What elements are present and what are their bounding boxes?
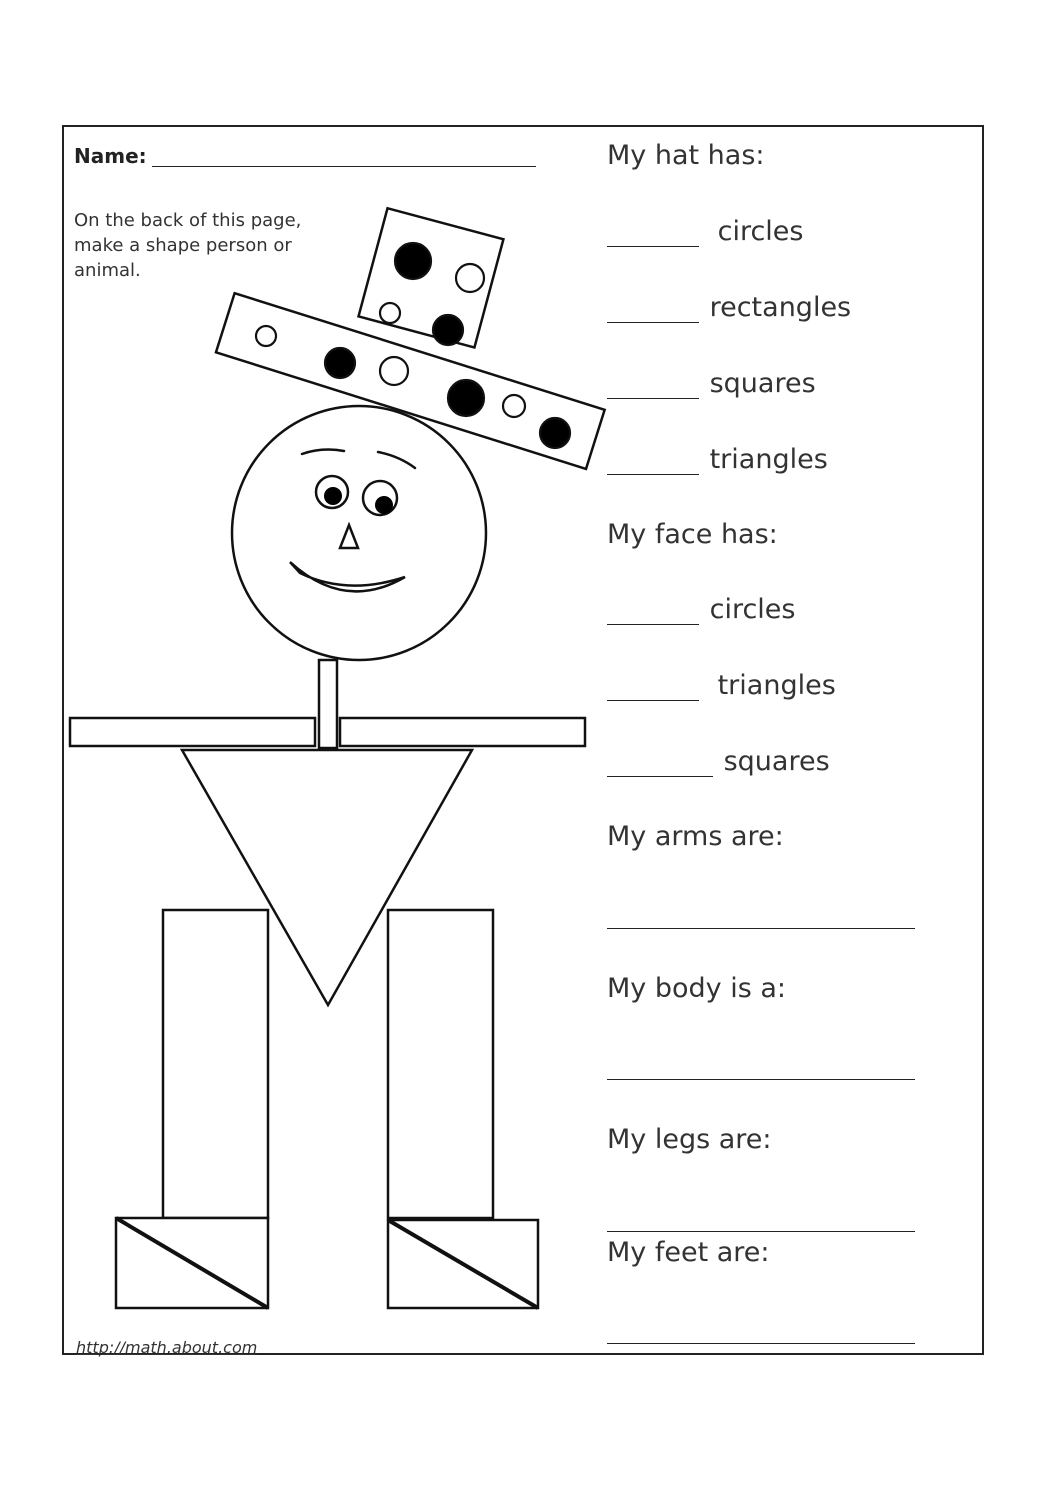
face-squares-label: squares [723, 746, 830, 777]
hat-rectangles-blank[interactable] [607, 294, 699, 323]
brim-dot-open [503, 395, 525, 417]
hat-question: My hat has: [607, 140, 765, 171]
hat-squares-blank[interactable] [607, 370, 699, 399]
face-circles-blank[interactable] [607, 596, 699, 625]
body-answer-line[interactable] [607, 1079, 915, 1080]
instructions-text: On the back of this page, make a shape person or animal. [74, 210, 302, 281]
body-question: My body is a: [607, 973, 787, 1004]
hat-triangles-label: triangles [709, 444, 828, 475]
face-triangles-row [607, 670, 836, 704]
face-triangles-label: triangles [717, 670, 836, 701]
hat-rectangles-label: rectangles [709, 292, 852, 323]
left-arm-rectangle [70, 718, 315, 746]
feet-answer-line[interactable] [607, 1343, 915, 1344]
hat-dot-open [380, 303, 400, 323]
legs-answer-line[interactable] [607, 1231, 915, 1232]
hat-circles-row [607, 216, 803, 250]
right-pupil [375, 496, 393, 514]
hat-circles-label: circles [717, 216, 804, 247]
hat-dot-filled [433, 315, 463, 345]
hat-triangles-row [607, 444, 828, 478]
hat-squares-row [607, 368, 816, 402]
source-url: http://math.about.com [76, 1338, 258, 1357]
face-triangles-blank[interactable] [607, 672, 699, 701]
brim-dot-filled [448, 380, 484, 416]
left-pupil [324, 487, 342, 505]
hat-circles-blank[interactable] [607, 218, 699, 247]
head-circle [232, 406, 486, 660]
hat-dot-open [456, 264, 484, 292]
arms-question: My arms are: [607, 821, 784, 852]
right-arm-rectangle [340, 718, 585, 746]
hat-rectangles-row [607, 292, 851, 326]
face-squares-row [607, 746, 830, 780]
brim-dot-filled [540, 418, 570, 448]
hat-squares-label: squares [709, 368, 816, 399]
arms-answer-line[interactable] [607, 928, 915, 929]
hat-triangles-blank[interactable] [607, 446, 699, 475]
face-question: My face has: [607, 519, 778, 550]
legs-question: My legs are: [607, 1124, 772, 1155]
neck-rectangle [319, 660, 337, 748]
hat-dot-filled [395, 243, 431, 279]
right-leg-rectangle [388, 910, 493, 1218]
left-leg-rectangle [163, 910, 268, 1218]
brim-dot-filled [325, 348, 355, 378]
face-circles-label: circles [709, 594, 796, 625]
face-squares-blank[interactable] [607, 748, 713, 777]
brim-dot-open [380, 357, 408, 385]
brim-dot-open [256, 326, 276, 346]
name-label: Name: [74, 144, 147, 168]
feet-question: My feet are: [607, 1237, 770, 1268]
face-circles-row [607, 594, 795, 628]
